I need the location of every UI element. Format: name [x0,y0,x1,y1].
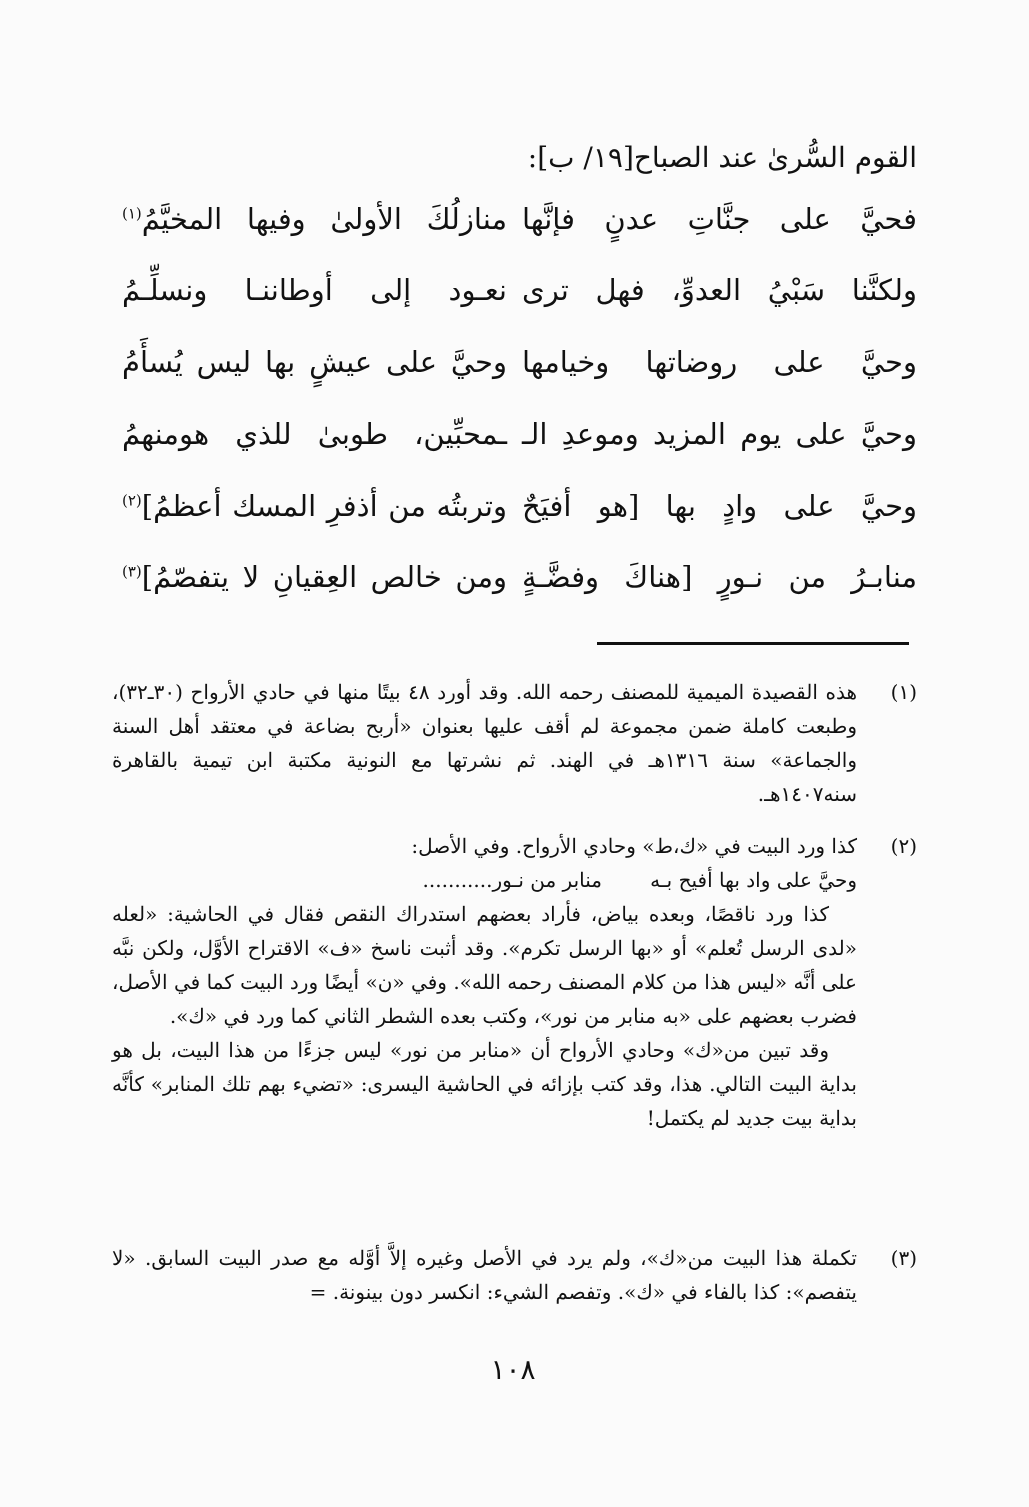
footnote-verse-second: منابر من نـور........... [422,868,602,892]
verse-line [117,264,917,324]
footnote-number: (٢) [890,834,917,858]
footnote-verse [112,863,857,897]
footnote-1 [112,675,917,811]
footnote-verse-first: وحيَّ على واد بها أفيح بـه [650,868,857,892]
footnote-number: (١) [890,680,917,704]
footnote-3 [112,1241,917,1309]
verse-second-hemistich: وحيَّ على عيشٍ بها ليس يُسأَمُ [122,345,507,379]
verse-first-hemistich: منابـرُ من نـورٍ [هناكَ وفضَّـةٍ [522,560,917,594]
footnote-ref: (١) [122,204,142,223]
verse-second-hemistich: وتربتُه من أذفرِ المسك أعظمُ]$^{(٢)}$ [122,489,507,523]
verse-line [117,480,917,540]
footnote-paragraph: وقد تبين من«ك» وحادي الأرواح أن «منابر من نور» ليس جزءًا من هذا البيت، بل هو بداية البيت التالي. هذا، وقد كتب بإزائه في الحاشية اليسرى: «تضيء بهم تلك المنابر» كأنَّه بداية بيت جديد لم يكتمل! [112,1038,857,1130]
verse-first-hemistich: فحيَّ على جنَّاتِ عدنٍ فإنَّها [522,202,917,236]
footnote-ref: (٣) [122,562,142,581]
footnote-text: تكملة هذا البيت من«ك»، ولم يرد في الأصل وغيره إلاَّ أوَّله مع صدر البيت السابق. «لا يتفصم»: كذا بالفاء في «ك». وتفصم الشيء: انكسر دون بينونة. = [112,1246,857,1304]
verse-second-hemistich: ـمحبِّين، طوبىٰ للذي هومنهمُ [122,417,507,451]
verse-first-hemistich: ولكنَّنا سَبْيُ العدوِّ، فهل ترى [522,273,917,307]
footnote-paragraph: كذا ورد ناقصًا، وبعده بياض، فأراد بعضهم استدراك النقص فقال في الحاشية: «لعله «لدى الرسل تُعلم» أو «بها الرسل تكرم». وقد أثبت ناسخ «ف» الاقتراح الأوَّل، ولكن نبَّه على أنَّه «ليس هذا من كلام المصنف رحمه الله». وفي «ن» أيضًا ورد البيت كما في الأصل، فضرب بعضهم على «به منابر من نور»، وكتب بعده الشطر الثاني كما ورد في «ك». [112,902,858,1028]
footnote-text: كذا ورد البيت في «ك،ط» وحادي الأرواح. وفي الأصل: [411,834,857,858]
page-number: ١٠٨ [490,1353,536,1386]
verse-line [117,551,917,611]
verse-line [117,336,917,396]
verse-first-hemistich: وحيَّ على وادٍ بها [هو أفيَحٌ [522,489,917,523]
verse-line [117,408,917,468]
verse-second-hemistich: منازلُكَ الأولىٰ وفيها المخيَّمُ$^{(١)}$ [122,202,507,236]
footnote-separator [597,642,909,645]
verse-line [117,193,917,253]
verse-first-hemistich: وحيَّ على روضاتها وخيامها [522,345,917,379]
footnote-text: هذه القصيدة الميمية للمصنف رحمه الله. وقد أورد ٤٨ بيتًا منها في حادي الأرواح (٣٠ـ٣٢)، وطبعت كاملة ضمن مجموعة لم أقف عليها بعنوان «أربح بضاعة في معتقد أهل السنة والجماعة» سنة ١٣١٦هـ في الهند. ثم نشرتها مع النونية مكتبة ابن تيمية بالقاهرة سنه١٤٠٧هـ. [112,680,858,806]
verse-first-hemistich: وحيَّ على يوم المزيد وموعدِ الـ [522,417,917,451]
footnote-ref: (٢) [122,491,142,510]
verse-second-hemistich: ومن خالص العِقيانِ لا يتفصّمُ]$^{(٣)}$ [122,560,507,594]
verse-second-hemistich: نعـود إلى أوطاننـا ونسلِّـمُ [122,273,507,307]
footnote-number: (٣) [890,1246,917,1270]
footnote-2 [112,829,917,1135]
intro-line: القوم السُّرىٰ عند الصباح[١٩/ ب]: [527,141,917,174]
